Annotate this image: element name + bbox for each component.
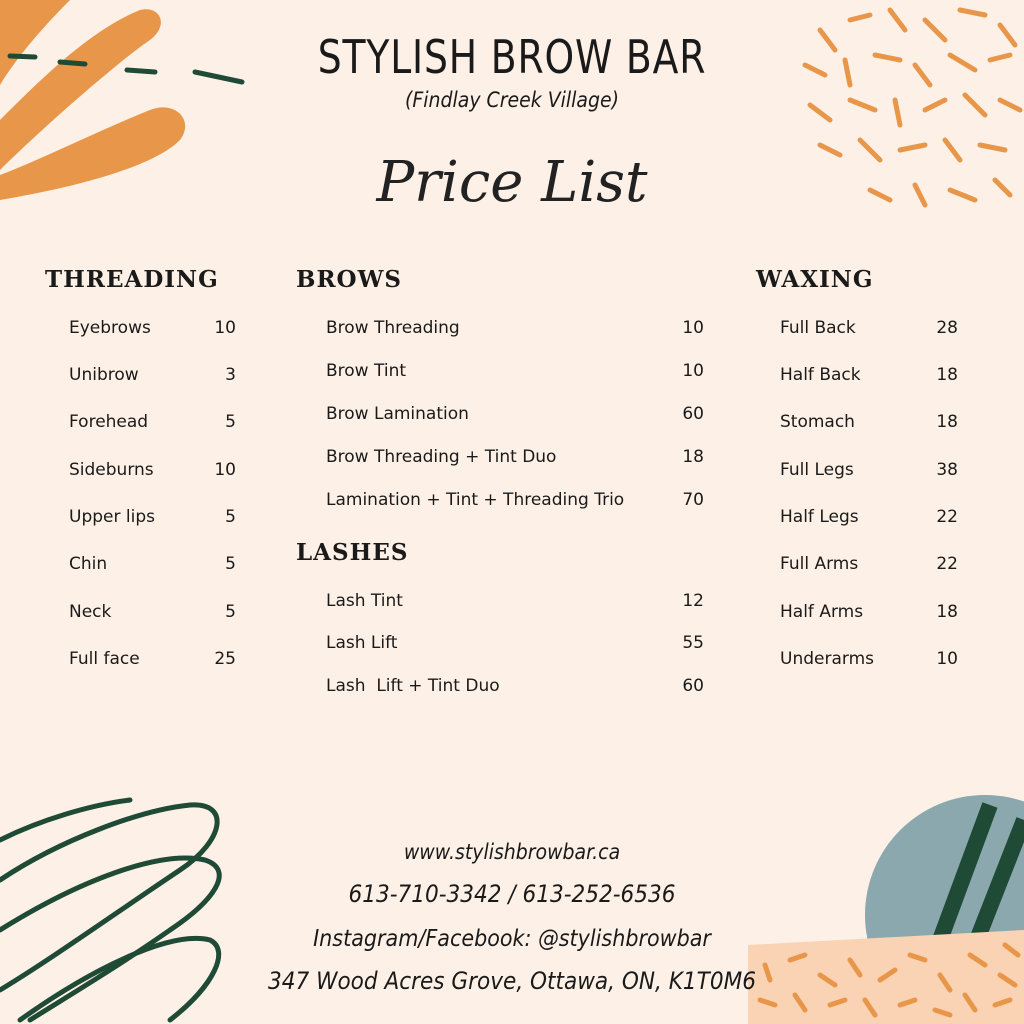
list-item xyxy=(69,458,236,482)
service-name: Lash Lift + Tint Duo xyxy=(326,676,500,696)
service-name: Eyebrows xyxy=(69,318,151,338)
service-price: 60 xyxy=(682,404,704,424)
service-price: 22 xyxy=(936,554,958,574)
service-name: Lamination + Tint + Threading Trio xyxy=(326,490,625,510)
service-price: 10 xyxy=(682,318,704,338)
waxing-heading: WAXING xyxy=(756,266,874,293)
list-item xyxy=(780,647,958,671)
service-name: Underarms xyxy=(780,649,874,669)
business-title: STYLISH BROW BAR xyxy=(317,30,707,84)
service-name: Full face xyxy=(69,649,140,669)
website-link[interactable]: www.stylishbrowbar.ca xyxy=(403,840,621,864)
service-price: 12 xyxy=(682,591,704,611)
list-item xyxy=(326,445,704,469)
service-price: 60 xyxy=(682,676,704,696)
service-price: 5 xyxy=(225,412,236,432)
page-title: Price List xyxy=(376,150,648,215)
service-price: 18 xyxy=(936,412,958,432)
service-price: 5 xyxy=(225,507,236,527)
service-name: Brow Threading + Tint Duo xyxy=(326,447,557,467)
business-location: (Findlay Creek Village) xyxy=(405,88,619,112)
service-name: Chin xyxy=(69,554,108,574)
service-name: Brow Lamination xyxy=(326,404,469,424)
service-price: 5 xyxy=(225,554,236,574)
service-price: 22 xyxy=(936,507,958,527)
service-price: 28 xyxy=(936,318,958,338)
list-item xyxy=(780,458,958,482)
list-item xyxy=(780,316,958,340)
service-price: 25 xyxy=(214,649,236,669)
service-name: Stomach xyxy=(780,412,855,432)
list-item xyxy=(69,410,236,434)
list-item xyxy=(780,505,958,529)
service-price: 10 xyxy=(936,649,958,669)
service-price: 10 xyxy=(214,460,236,480)
service-name: Half Arms xyxy=(780,602,864,622)
service-name: Lash Tint xyxy=(326,591,403,611)
list-item xyxy=(69,316,236,340)
service-name: Neck xyxy=(69,602,112,622)
service-name: Unibrow xyxy=(69,365,139,385)
service-price: 18 xyxy=(682,447,704,467)
list-item xyxy=(69,505,236,529)
service-name: Full Arms xyxy=(780,554,859,574)
list-item xyxy=(780,410,958,434)
service-name: Full Back xyxy=(780,318,856,338)
service-price: 38 xyxy=(936,460,958,480)
brows-heading: BROWS xyxy=(296,266,403,293)
list-item xyxy=(326,359,704,383)
service-price: 70 xyxy=(682,490,704,510)
lashes-heading: LASHES xyxy=(296,539,409,566)
list-item xyxy=(326,488,704,512)
service-name: Full Legs xyxy=(780,460,854,480)
service-name: Sideburns xyxy=(69,460,154,480)
list-item xyxy=(69,363,236,387)
list-item xyxy=(326,589,704,613)
service-name: Half Back xyxy=(780,365,861,385)
service-name: Lash Lift xyxy=(326,633,398,653)
social-handle: Instagram/Facebook: @stylishbrowbar xyxy=(313,926,711,952)
list-item xyxy=(69,600,236,624)
list-item xyxy=(69,647,236,671)
service-price: 10 xyxy=(214,318,236,338)
service-name: Brow Tint xyxy=(326,361,407,381)
service-price: 10 xyxy=(682,361,704,381)
service-name: Upper lips xyxy=(69,507,155,527)
list-item xyxy=(326,674,704,698)
service-name: Brow Threading xyxy=(326,318,460,338)
list-item xyxy=(326,316,704,340)
service-name: Forehead xyxy=(69,412,149,432)
service-name: Half Legs xyxy=(780,507,859,527)
list-item xyxy=(326,402,704,426)
service-price: 18 xyxy=(936,365,958,385)
service-price: 55 xyxy=(682,633,704,653)
phone-numbers: 613-710-3342 / 613-252-6536 xyxy=(348,880,676,908)
threading-heading: THREADING xyxy=(45,266,219,293)
list-item xyxy=(780,363,958,387)
list-item xyxy=(69,552,236,576)
list-item xyxy=(326,631,704,655)
service-price: 18 xyxy=(936,602,958,622)
list-item xyxy=(780,600,958,624)
service-price: 5 xyxy=(225,602,236,622)
service-price: 3 xyxy=(225,365,236,385)
address: 347 Wood Acres Grove, Ottawa, ON, K1T0M6 xyxy=(268,967,756,995)
list-item xyxy=(780,552,958,576)
